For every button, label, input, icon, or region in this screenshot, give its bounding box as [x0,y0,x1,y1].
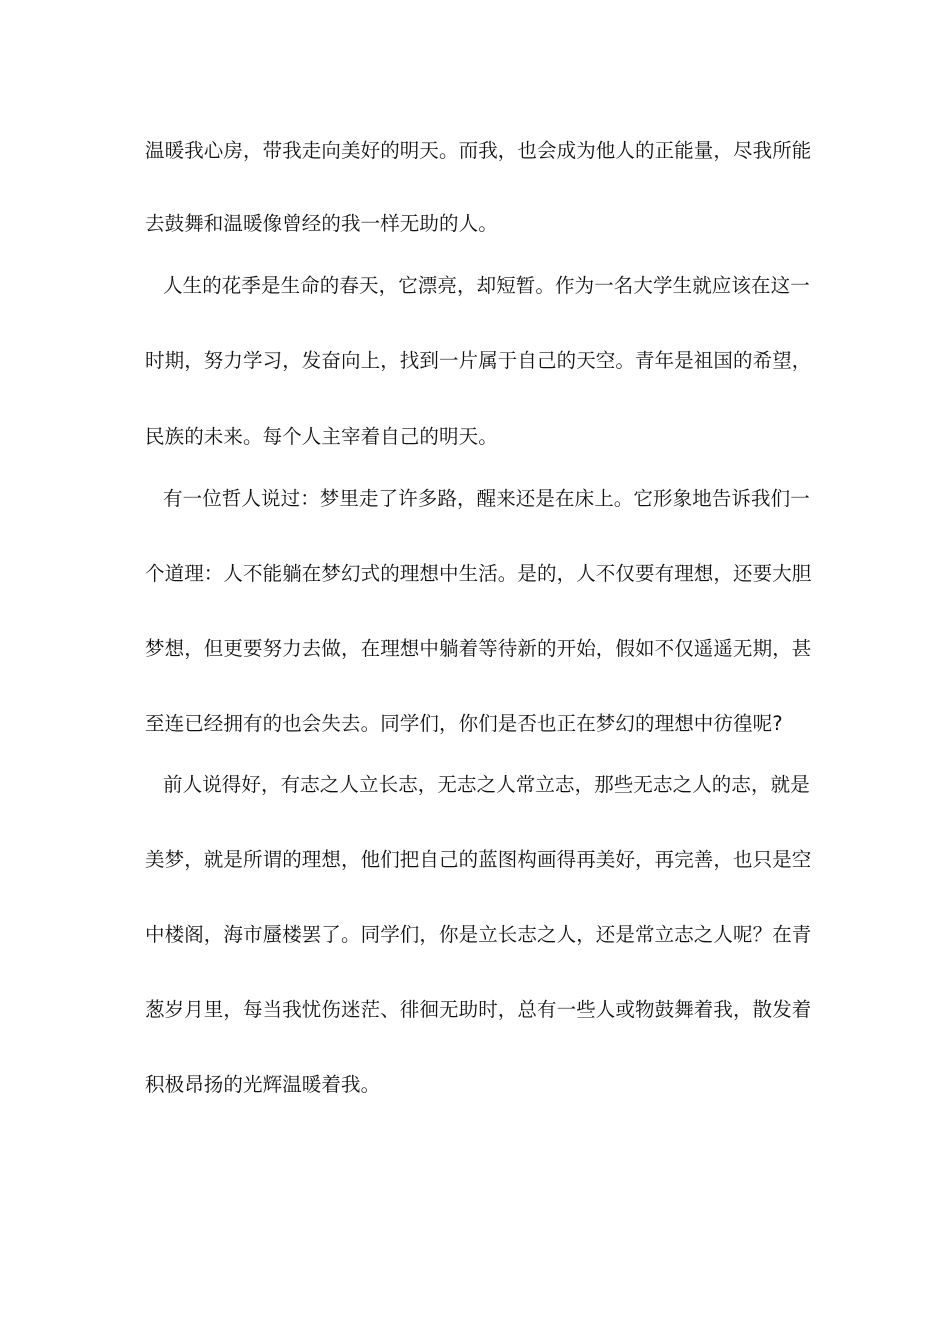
text-line-1: 温暖我心房，带我走向美好的明天。而我，也会成为他人的正能量，尽我所能 [145,139,812,162]
text-line-9: 至连已经拥有的也会失去。同学们，你们是否也正在梦幻的理想中彷徨呢? [145,712,783,735]
paragraph-start-line-10: 前人说得好，有志之人立长志，无志之人常立志，那些无志之人的志，就是 [163,773,810,796]
text-line-11: 美梦，就是所谓的理想，他们把自己的蓝图构画得再美好，再完善，也只是空 [145,848,812,871]
text-line-4: 时期，努力学习，发奋向上，找到一片属于自己的天空。青年是祖国的希望， [145,349,812,372]
paragraph-start-line-6: 有一位哲人说过：梦里走了许多路，醒来还是在床上。它形象地告诉我们一 [163,487,810,510]
text-line-7: 个道理：人不能躺在梦幻式的理想中生活。是的，人不仅要有理想，还要大胆 [145,562,812,585]
text-line-13: 葱岁月里，每当我忧伤迷茫、徘徊无助时，总有一些人或物鼓舞着我，散发着 [145,998,812,1021]
text-line-8: 梦想，但更要努力去做，在理想中躺着等待新的开始，假如不仅遥遥无期，甚 [145,637,812,660]
text-line-12: 中楼阁，海市蜃楼罢了。同学们，你是立长志之人，还是常立志之人呢？在青 [145,923,812,946]
text-line-5: 民族的未来。每个人主宰着自己的明天。 [145,425,498,448]
text-line-14: 积极昂扬的光辉温暖着我。 [145,1073,381,1096]
text-line-2: 去鼓舞和温暖像曾经的我一样无助的人。 [145,212,498,235]
paragraph-start-line-3: 人生的花季是生命的春天，它漂亮，却短暂。作为一名大学生就应该在这一 [163,274,810,297]
